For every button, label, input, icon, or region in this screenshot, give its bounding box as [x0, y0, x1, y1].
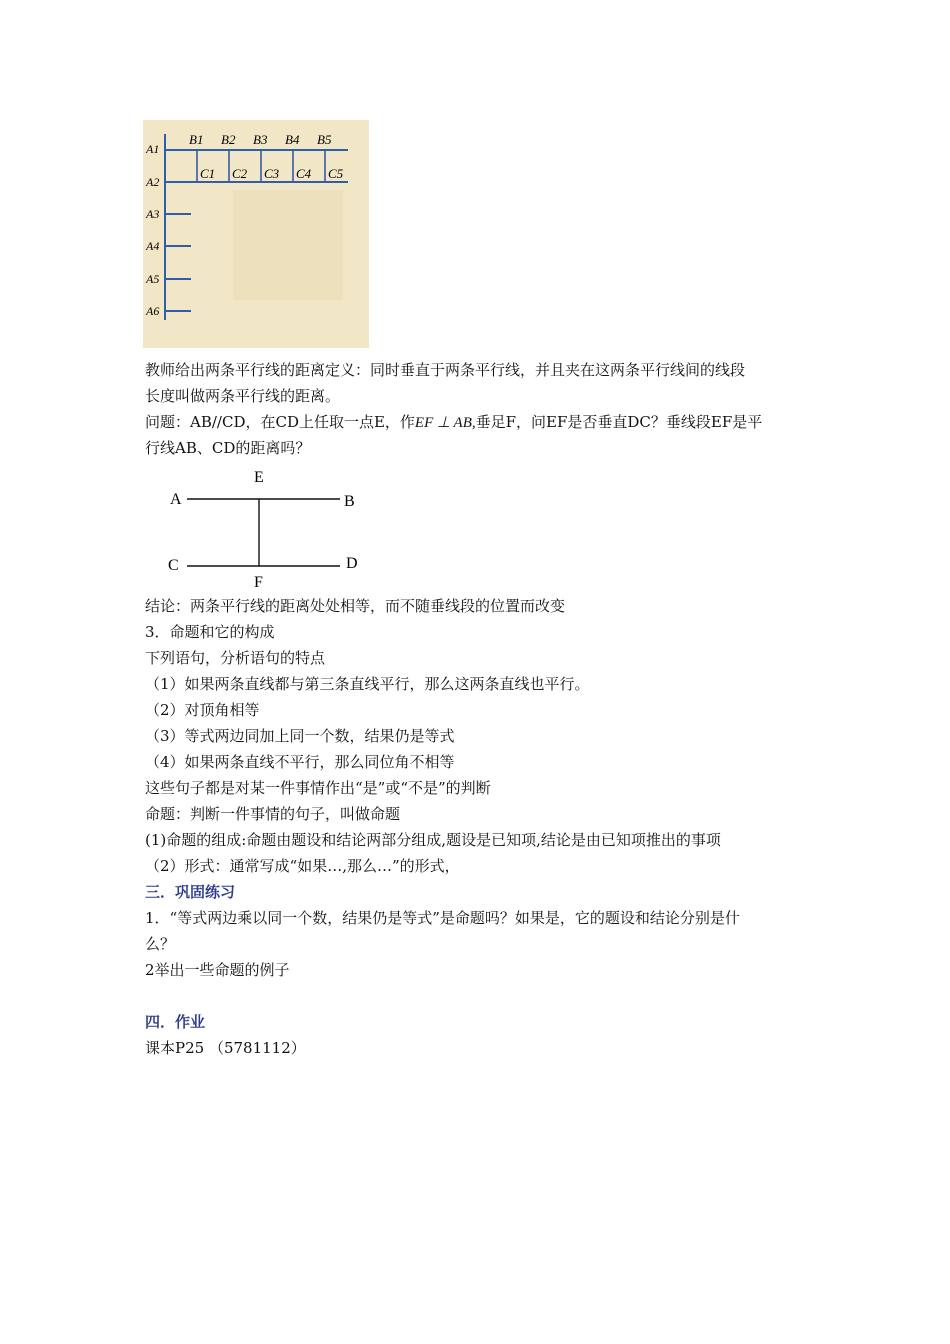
point-d-label: D [346, 555, 358, 572]
label-b3: B3 [253, 132, 268, 147]
point-b-label: B [344, 493, 355, 510]
label-b1: B1 [189, 132, 204, 147]
question-text-pre: 问题：AB//CD，在CD上任取一点E，作 [145, 413, 415, 431]
label-a2: A2 [146, 175, 160, 189]
label-a6: A6 [146, 304, 160, 318]
question-text-post: 垂足F，问EF是否垂直DC？垂线段EF是平 [475, 413, 763, 431]
exercise-1-line-2: 么？ [145, 935, 176, 953]
list-item-1: （1）如果两条直线都与第三条直线平行，那么这两条直线也平行。 [145, 675, 590, 693]
definition-line-2: 长度叫做两条平行线的距离。 [145, 387, 341, 405]
homework: 课本P25 （5781112） [145, 1039, 306, 1057]
question-math: EF ⊥ AB, [414, 415, 476, 431]
list-item-4: （4）如果两条直线不平行，那么同位角不相等 [145, 753, 455, 771]
judgement-text: 这些句子都是对某一件事情作出“是”或“不是”的判断 [145, 779, 491, 797]
label-a5: A5 [146, 272, 160, 286]
heading-3: 3．命题和它的构成 [145, 623, 275, 641]
label-b5: B5 [317, 132, 332, 147]
label-c2: C2 [232, 166, 248, 181]
label-a3: A3 [146, 207, 160, 221]
exercise-2: 2举出一些命题的例子 [145, 961, 290, 979]
question-line-2: 行线AB、CD的距离吗？ [145, 439, 311, 457]
definition-line-1: 教师给出两条平行线的距离定义：同时垂直于两条平行线，并且夹在这两条平行线间的线段 [145, 361, 746, 379]
point-c-label: C [168, 557, 179, 574]
point-a-label: A [170, 491, 182, 508]
point-f-label: F [254, 574, 263, 591]
label-b2: B2 [221, 132, 236, 147]
proposition-definition: 命题：判断一件事情的句子，叫做命题 [145, 805, 401, 823]
label-c4: C4 [296, 166, 312, 181]
label-c1: C1 [200, 166, 216, 181]
list-item-3: （3）等式两边同加上同一个数，结果仍是等式 [145, 727, 455, 745]
question-line-1 [145, 412, 762, 433]
label-b4: B4 [285, 132, 300, 147]
parallel-lines-figure [160, 462, 370, 592]
point-e-label: E [254, 469, 264, 486]
label-c3: C3 [264, 166, 280, 181]
label-c5: C5 [328, 166, 344, 181]
proposition-form: （2）形式：通常写成“如果…,那么…”的形式， [145, 857, 460, 875]
label-a1: A1 [146, 142, 160, 156]
label-a4: A4 [146, 239, 160, 253]
faint-print-through [233, 190, 343, 300]
section-4-title: 四．作业 [145, 1013, 206, 1031]
analyze-instruction: 下列语句，分析语句的特点 [145, 649, 326, 667]
conclusion: 结论：两条平行线的距离处处相等，而不随垂线段的位置而改变 [145, 597, 566, 615]
grid-figure [143, 120, 369, 348]
section-3-title: 三．巩固练习 [145, 883, 236, 901]
list-item-2: （2）对顶角相等 [145, 701, 260, 719]
exercise-1-line-1: 1．“等式两边乘以同一个数，结果仍是等式”是命题吗？如果是，它的题设和结论分别是什 [145, 909, 740, 927]
proposition-composition: (1)命题的组成:命题由题设和结论两部分组成,题设是已知项,结论是由已知项推出的事项 [145, 831, 721, 849]
